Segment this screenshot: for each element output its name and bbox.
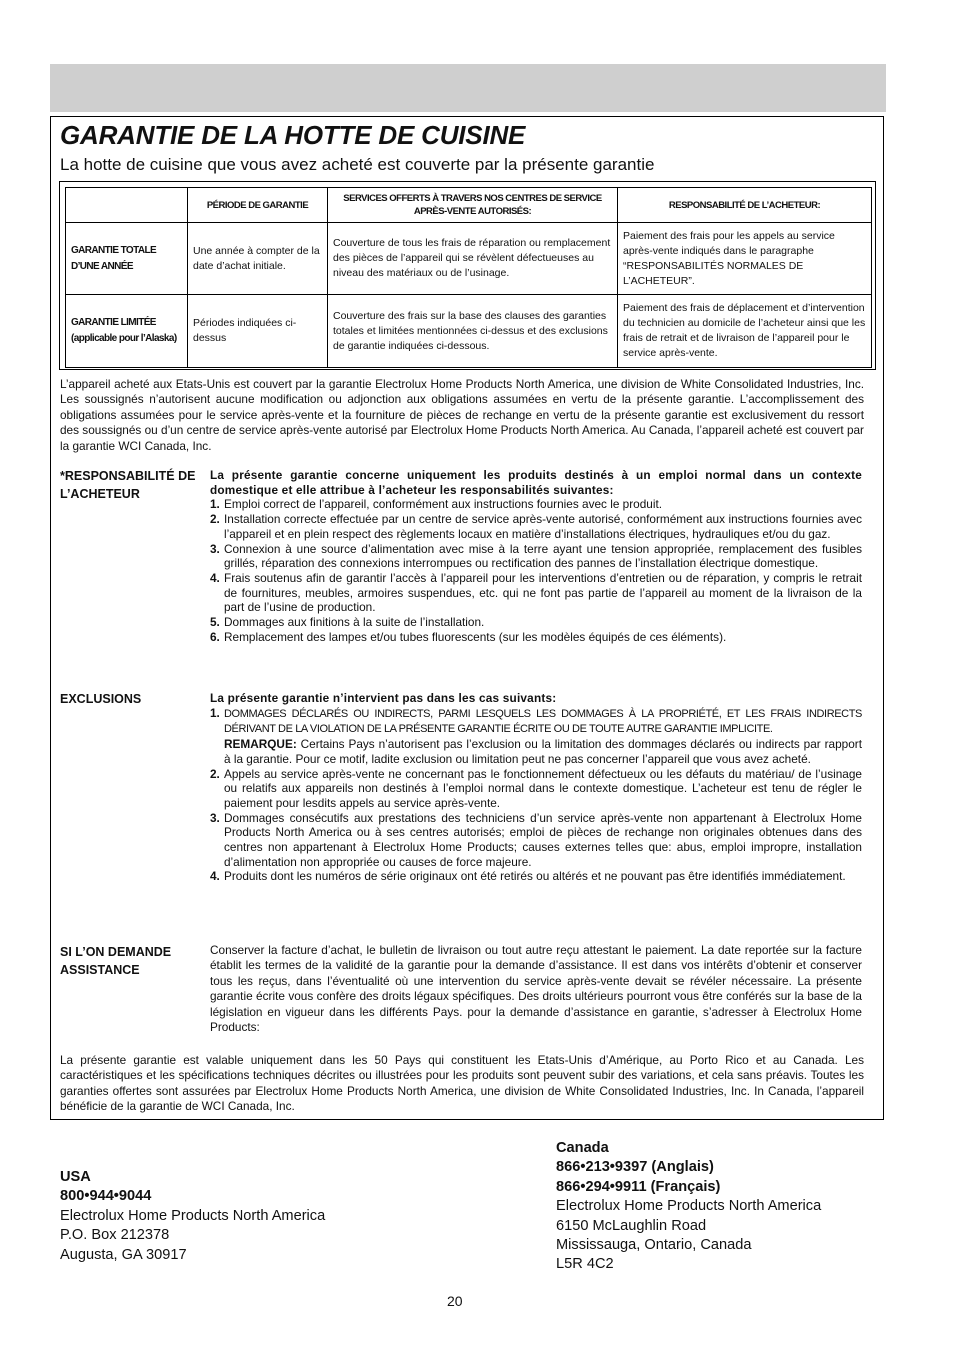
row-services: Couverture de tous les frais de réparation ou remplacement des pièces de l’appareil qui se révèlent défectueuses au niveau des matériaux ou de l’usinage. (328, 223, 618, 295)
canada-company: Electrolux Home Products North America (556, 1198, 822, 1215)
row-buyer: Paiement des frais pour les appels au service après-vente indiqués dans le paragraphe “RESPONSABILITÉS NORMALES DE L’ACHETEUR”. (618, 223, 872, 295)
usa-address2: Augusta, GA 30917 (60, 1246, 187, 1263)
list-item: 6. Remplacement des lampes et/ou tubes fluorescents (sur les modèles équipés de ces éléments). (210, 629, 727, 644)
page-title: GARANTIE DE LA HOTTE DE CUISINE (60, 120, 526, 150)
list-item: 3. Connexion à une source d’alimentation avec mise à la terre ayant une tension appropriée, remplacement des fusibles grillés, réparation des connexions interrompues ou rectification des pannes de l’installation électrique domestique. (210, 541, 862, 571)
list-item: 1. DOMMAGES DÉCLARÉS OU INDIRECTS, PARMI LESQUELS LES DOMMAGES À LA PROPRIÉTÉ, ET LES FRAIS INDIRECTS DÉRIVANT DE LA VIOLATION DE LA PRÉSENTE GARANTIE ÉCRITE OU DE TOUTE AUTRE GARANTIE IMPLICITE. REMARQUE: Certains Pays n’autorisent pas l’exclusion ou la limitation des dommages déclarés ou indirects par rapport à la garantie. Pour ce motif, ladite exclusion ou limitation peut ne pas concerner l’appareil que vous avez acheté. (210, 705, 862, 766)
responsibility-lead: La présente garantie concerne uniquement les produits destinés à un emploi normal dans un contexte domestique et elle attribue à l’acheteur les responsabilités suivantes: (210, 468, 862, 497)
table-header-empty (66, 188, 188, 223)
warranty-table (65, 187, 872, 368)
list-item: 2. Appels au service après-vente ne concernant pas le fonctionnement défectueux ou les défauts du matériau/ de l’usinage ou relatifs aux appareils non destinés à l’emploi normal dans le contexte domestique. L’acheteur est tenu de régler le paiement pour lesdits appels au service après-vente. (210, 766, 862, 810)
exclusion-caps-text: DOMMAGES DÉCLARÉS OU INDIRECTS, PARMI LESQUELS LES DOMMAGES À LA PROPRIÉTÉ, ET LES FRAIS INDIRECTS DÉRIVANT DE LA VIOLATION DE LA PRÉSENTE GARANTIE ÉCRITE OU DE TOUTE AUTRE GARANTIE IMPLICITE. (224, 707, 862, 736)
row-services: Couverture des frais sur la base des clauses des garanties totales et limitées mentionnées ci-dessus et des exclusions de garantie indiquées ci-dessous. (328, 295, 618, 368)
canada-postal: L5R 4C2 (556, 1256, 614, 1273)
list-item: 2. Installation correcte effectuée par un centre de service après-vente autorisé, conformément aux instructions fournies avec l’appareil et en plein respect des règlements locaux en matière d’installations électriques, hydrauliques et/ou du gaz. (210, 512, 862, 541)
usa-country: USA (60, 1169, 91, 1185)
usa-contact (60, 1168, 325, 1265)
table-row (66, 295, 872, 368)
canada-phone-fr: 866•294•9911 (Français) (556, 1178, 721, 1195)
responsibility-body (210, 468, 862, 644)
canada-phone-en: 866•213•9397 (Anglais) (556, 1159, 714, 1176)
row-label: GARANTIE TOTALE D’UNE ANNÉE (66, 223, 188, 295)
exclusions-lead: La présente garantie n’intervient pas dans les cas suivants: (210, 691, 557, 705)
table-row (66, 223, 872, 295)
table-header-buyer: RESPONSABILITÉ DE L’ACHETEUR: (618, 188, 872, 223)
row-period: Une année à compter de la date d’achat initiale. (188, 223, 328, 295)
row-label: GARANTIE LIMITÉE (applicable pour l’Alaska) (66, 295, 188, 368)
row-buyer: Paiement des frais de déplacement et d’intervention du technicien au domicile de l’acheteur ainsi que les frais de retrait et de livraison de l’appareil pour le service après-vente. (618, 295, 872, 368)
canada-contact (556, 1139, 821, 1275)
list-item: 1. Emploi correct de l’appareil, conformément aux instructions fournies avec le produit. (210, 497, 663, 512)
intro-paragraph: L’appareil acheté aux Etats-Unis est couvert par la garantie Electrolux Home Products North America, une division de White Consolidated Industries, Inc. Les soussignés n’autorisent aucune modification ou adjonction aux obligations assumées en vertu de la présente garantie. L’accomplissement des obligations assumées pour le service après-vente et la fourniture de pièces de rechange en vertu de la présente garantie est exclusivement du ressort des soussignés ou d’un centre de service après-vente autorisé par Electrolux Home Products North America. Au Canada, l’appareil acheté est couvert par la garantie WCI Canada, Inc. (60, 377, 864, 453)
list-item: 3. Dommages consécutifs aux prestations des techniciens d’un service après-vente non appartenant à Electrolux Home Products North America ou à ses centres autorisés; emploi de pièces de rechange non originales obtenues dans des centres non appartenant à Electrolux Home Products; causes externes telles que: abus, emploi impropre, installation d’alimentation non appropriée ou causes de force majeure. (210, 810, 862, 869)
list-item: 4. Produits dont les numéros de série originaux ont été retirés ou altérés et ne pouvant pas être identifiés immédiatement. (210, 869, 846, 884)
exclusions-label: EXCLUSIONS (60, 692, 142, 706)
page-number: 20 (447, 1293, 463, 1309)
responsibility-label: *RESPONSABILITÉ DE L’ACHETEUR (60, 469, 196, 501)
list-item: 5. Dommages aux finitions à la suite de l’installation. (210, 615, 485, 630)
canada-address1: 6150 McLaughlin Road (556, 1217, 707, 1234)
remark-text: Certains Pays n’autorisent pas l’exclusion ou la limitation des dommages déclarés ou indirects par rapport à la garantie. Pour ce motif, ladite exclusion ou limitation peut ne pas concerner l’appareil que vous avez acheté. (224, 737, 862, 766)
usa-phone: 800•944•9044 (60, 1188, 152, 1205)
remark-label: REMARQUE: (224, 737, 297, 752)
assistance-text: Conserver la facture d’achat, le bulletin de livraison ou tout autre reçu attestant le paiement. La date reportée sur la facture établit les termes de la validité de la garantie pour la demande d’assistance. Il est dans vos intérêts d’obtenir et conserver tous les reçus, dans l’éventualité où une intervention du service après-vente devait se révéler nécessaire. La présente garantie écrite vous confère des droits légaux spécifiques. Des droits ultérieurs pourront vous être conférés sur la base de la législation en vigueur dans les différents Pays. pour la demande d’assistance en garantie, s’adresser à Electrolux Home Products: (210, 943, 862, 1035)
exclusions-body (210, 691, 862, 884)
canada-address2: Mississauga, Ontario, Canada (556, 1237, 752, 1254)
table-header-period: PÉRIODE DE GARANTIE (188, 188, 328, 223)
closing-paragraph: La présente garantie est valable uniquement dans les 50 Pays qui constituent les Etats-Unis d’Amérique, au Porto Rico et au Canada. Les caractéristiques et les spécifications techniques décrites ou illustrées pour les produits sont peuvent subir des variations, et cela sans préavis. Toutes les garanties offertes sont assurées par Electrolux Home Products North America, une division de White Consolidated Industries, Inc. In Canada, l’appareil bénéficie de la garantie de WCI Canada, Inc. (60, 1053, 864, 1114)
canada-country: Canada (556, 1140, 609, 1156)
row-period: Périodes indiquées ci-dessus (188, 295, 328, 368)
table-header-services: SERVICES OFFERTS À TRAVERS NOS CENTRES DE SERVICE APRÈS-VENTE AUTORISÉS: (328, 188, 618, 223)
list-item: 4. Frais soutenus afin de garantir l’accès à l’appareil pour les interventions d’entretien ou de réparation, y compris le retrait de fournitures, meubles, armoires suspendues, etc. qui ne font pas partie de l’appareil au moment de la livraison de la part de l’usine de production. (210, 570, 862, 615)
page-subtitle: La hotte de cuisine que vous avez acheté est couverte par la présente garantie (60, 155, 655, 174)
header-bar (50, 64, 886, 112)
table-header-row (66, 188, 872, 223)
warranty-table-container (59, 181, 876, 370)
usa-address1: P.O. Box 212378 (60, 1227, 170, 1244)
assistance-label: SI L’ON DEMANDE ASSISTANCE (60, 945, 172, 977)
usa-company: Electrolux Home Products North America (60, 1207, 326, 1224)
